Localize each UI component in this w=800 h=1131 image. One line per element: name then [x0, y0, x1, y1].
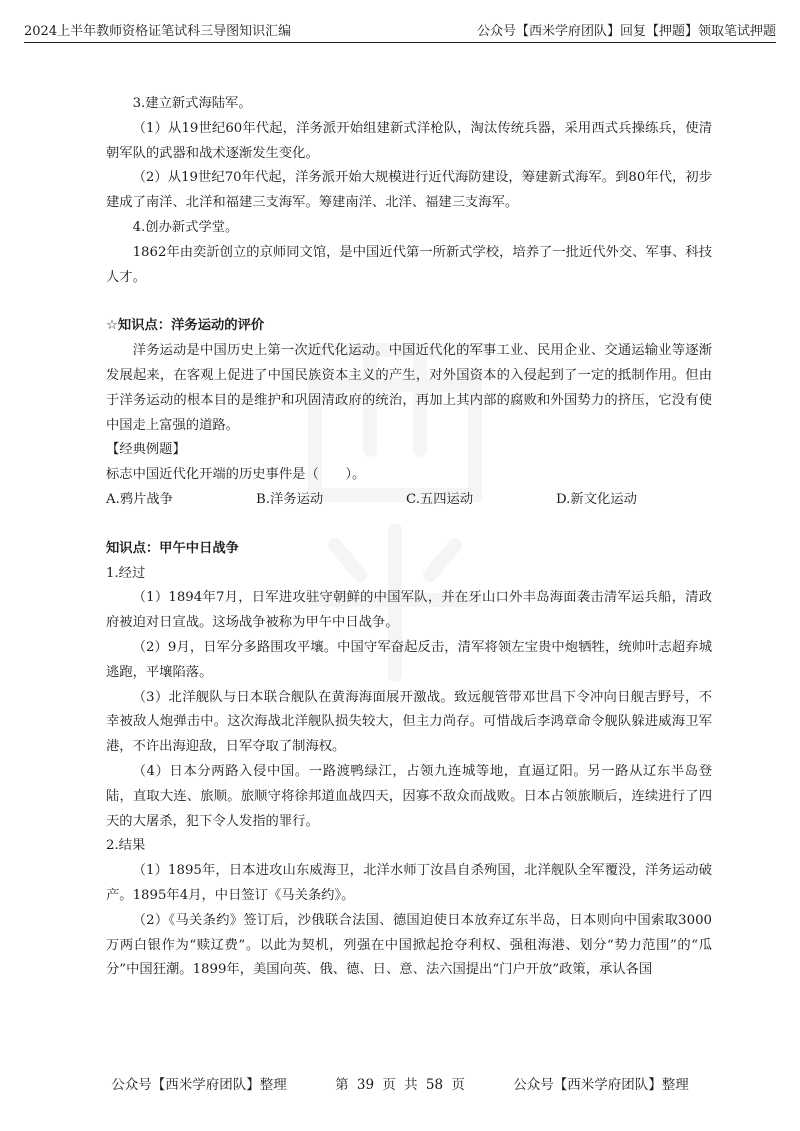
- subheading-process: 1.经过: [106, 565, 146, 581]
- option-c: C.五四运动: [406, 491, 474, 507]
- paragraph: 1862年由奕訢创立的京师同文馆，是中国近代第一所新式学校，培养了一批近代外交、军事、科技人才。: [106, 244, 712, 285]
- paragraph: （1）1895年，日本进攻山东威海卫，北洋水师丁汝昌自杀殉国，北洋舰队全军覆没，洋务运动破产。1895年4月，中日签订《马关条约》。: [106, 863, 712, 903]
- section-heading-military: 3.建立新式海陆军。: [132, 96, 252, 111]
- paragraph: （3）北洋舰队与日本联合舰队在黄海海面展开激战。致远舰管带邓世昌下令冲向日舰吉野号，不幸被敌人炮弹击中。这次海战北洋舰队损失较大，但主力尚存。可惜战后李鸿章命令舰队躲进威海卫军港，不许出海迎敌，日军夺取了制海权。: [106, 689, 712, 755]
- subheading-result: 2.结果: [106, 838, 146, 854]
- page-content: [106, 92, 712, 983]
- header-right-text: 公众号【西米学府团队】回复【押题】领取笔试押题: [476, 23, 776, 39]
- footer-left-text: 公众号【西米学府团队】整理: [111, 1077, 287, 1093]
- paragraph: （1）1894年7月，日军进攻驻守朝鲜的中国军队，并在牙山口外丰岛海面袭击清军运兵船，清政府被迫对日宣战。这场战争被称为甲午中日战争。: [106, 590, 712, 631]
- paragraph: （4）日本分两路入侵中国。一路渡鸭绿江，占领九连城等地，直逼辽阳。另一路从辽东半岛登陆，直取大连、旅顺。旅顺守将徐邦道血战四天，因寡不敌众而战败。日本占领旅顺后，连续进行了四天的大屠杀，犯下令人发指的罪行。: [106, 763, 712, 829]
- page-header: [24, 16, 776, 43]
- paragraph: （2）9月，日军分多路围攻平壤。中国守军奋起反击，清军将领左宝贵中炮牺牲，统帅叶志超弃城逃跑，平壤陷落。: [106, 639, 712, 680]
- knowledge-point-title: ☆知识点：洋务运动的评价: [106, 318, 265, 334]
- paragraph: （2）《马关条约》签订后，沙俄联合法国、德国迫使日本放弃辽东半岛，日本则向中国索取3000万两白银作为“赎辽费”。以此为契机，列强在中国掀起抢夺利权、强租海港、划分“势力范围”的“瓜分”中国狂潮。1899年，美国向英、俄、德、日、意、法六国提出“门户开放”政策，承认各国: [106, 912, 712, 978]
- option-b: B.洋务运动: [256, 491, 324, 507]
- knowledge-point-title: 知识点：甲午中日战争: [106, 540, 239, 556]
- page-footer: [0, 1073, 800, 1093]
- question-text: 标志中国近代化开端的历史事件是（ ）。: [106, 467, 366, 483]
- answer-options: [106, 488, 712, 513]
- paragraph: （1）从19世纪60年代起，洋务派开始组建新式洋枪队，淘汰传统兵器，采用西式兵操练兵，使清朝军队的武器和战术逐渐发生变化。: [106, 120, 712, 161]
- option-a: A.鸦片战争: [106, 491, 174, 507]
- option-d: D.新文化运动: [556, 491, 637, 507]
- section-heading-schools: 4.创办新式学堂。: [132, 219, 239, 235]
- paragraph: 洋务运动是中国历史上第一次近代化运动。中国近代化的军事工业、民用企业、交通运输业等逐渐发展起来，在客观上促进了中国民族资本主义的产生，对外国资本的入侵起到了一定的抵制作用。但由于洋务运动的根本目的是维护和巩固清政府的统治，再加上其内部的腐败和外国势力的挤压，它没有使中国走上富强的道路。: [106, 343, 712, 433]
- example-tag: 【经典例题】: [106, 442, 186, 458]
- header-left-text: 2024上半年教师资格证笔试科三导图知识汇编: [24, 23, 292, 39]
- footer-right-text: 公众号【西米学府团队】整理: [513, 1077, 689, 1093]
- paragraph: （2）从19世纪70年代起，洋务派开始大规模进行近代海防建设，筹建新式海军。到80年代，初步建成了南洋、北洋和福建三支海军。筹建南洋、北洋、福建三支海军。: [106, 170, 712, 211]
- page-number: 第 39 页 共 58 页: [335, 1077, 465, 1093]
